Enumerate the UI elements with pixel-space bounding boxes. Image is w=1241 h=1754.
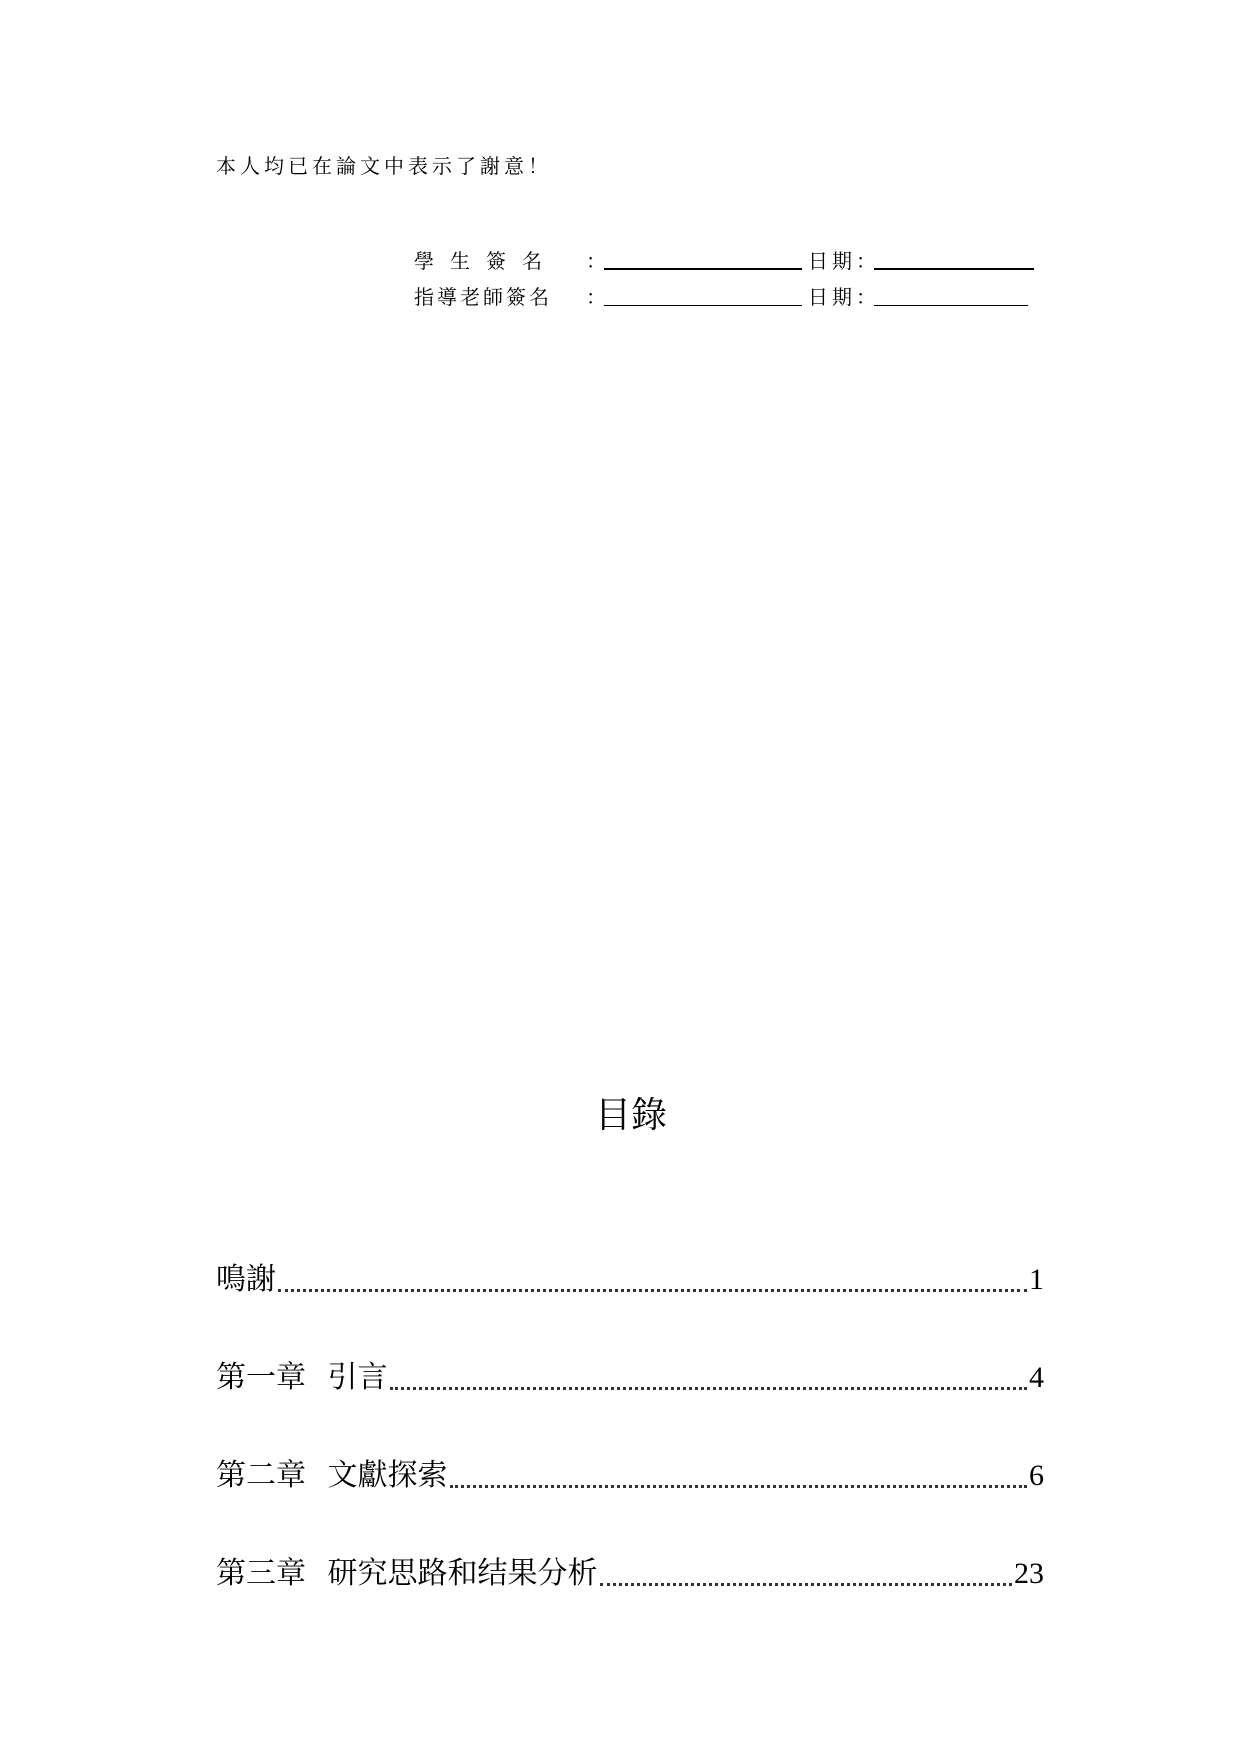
toc-page-number: 6 xyxy=(1029,1459,1044,1492)
toc-entry-label: 第三章 研究思路和结果分析 xyxy=(216,1556,598,1591)
student-date-label: 日期 xyxy=(808,249,856,273)
teacher-signature-field[interactable] xyxy=(604,305,802,306)
teacher-date-label: 日期 xyxy=(808,285,856,309)
teacher-date-field[interactable] xyxy=(874,305,1028,306)
student-date-field[interactable] xyxy=(874,268,1034,270)
colon: ： xyxy=(856,285,876,309)
student-signature-field[interactable] xyxy=(604,268,802,270)
toc-title: 目錄 xyxy=(594,1095,667,1136)
toc-entry-label: 鳴謝 xyxy=(216,1262,276,1297)
toc-page-number: 23 xyxy=(1014,1557,1044,1590)
toc-dot-leader xyxy=(390,1387,1027,1390)
student-signature-label: 學生簽名 xyxy=(414,249,558,273)
teacher-signature-label: 指導老師簽名 xyxy=(414,285,552,309)
colon: ： xyxy=(586,249,606,273)
toc-entry-label: 第一章 引言 xyxy=(216,1360,388,1395)
toc-dot-leader xyxy=(600,1583,1012,1586)
toc-page-number: 1 xyxy=(1029,1263,1044,1296)
toc-entry-acknowledgements[interactable] xyxy=(216,1258,1044,1302)
acknowledgement-declaration: 本人均已在論文中表示了謝意！ xyxy=(216,154,552,178)
toc-entry-chapter-2[interactable] xyxy=(216,1454,1044,1498)
teacher-signature-row xyxy=(414,280,1028,310)
toc-dot-leader xyxy=(450,1485,1027,1488)
student-signature-row xyxy=(414,244,1034,274)
toc-entry-label: 第二章 文獻探索 xyxy=(216,1458,448,1493)
colon: ： xyxy=(856,249,876,273)
colon: ： xyxy=(586,285,606,309)
toc-dot-leader xyxy=(278,1289,1027,1292)
toc-entry-chapter-1[interactable] xyxy=(216,1356,1044,1400)
toc-page-number: 4 xyxy=(1029,1361,1044,1394)
toc-entry-chapter-3[interactable] xyxy=(216,1552,1044,1596)
